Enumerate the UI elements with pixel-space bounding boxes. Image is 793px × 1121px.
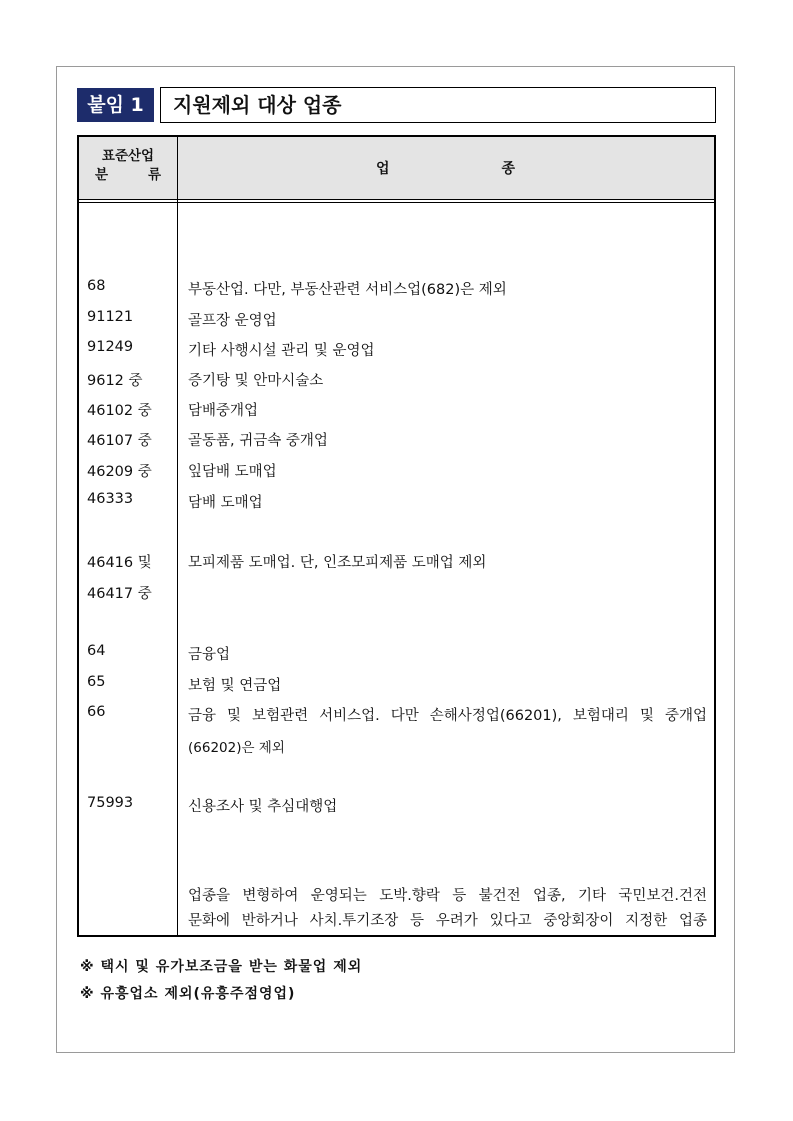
row-industry: 잎담배 도매업: [188, 464, 277, 480]
row-code: 64: [87, 643, 106, 659]
header-code-line2-a: 분: [95, 167, 109, 183]
row-code: 46102 중: [87, 403, 152, 419]
row-industry: 증기탕 및 안마시술소: [188, 373, 324, 389]
header-industry-column: [177, 137, 714, 199]
row-code: 65: [87, 674, 106, 690]
row-industry: 담배 도매업: [188, 495, 263, 511]
row-industry: 기타 사행시설 관리 및 운영업: [188, 343, 375, 359]
row-code: 46107 중: [87, 433, 152, 449]
row-industry: 부동산업. 다만, 부동산관련 서비스업(682)은 제외: [188, 282, 507, 298]
note-taxi-exclusion: ※ 택시 및 유가보조금을 받는 화물업 제외: [80, 959, 363, 975]
row-industry: 보험 및 연금업: [188, 678, 282, 694]
row-code: 75993: [87, 795, 134, 811]
last-row-industry: [188, 884, 707, 934]
header-code-line2-b: 류: [147, 167, 161, 183]
column-divider: [177, 137, 178, 935]
row-industry: (66202)은 제외: [188, 740, 285, 756]
attachment-badge: 붙임 1: [77, 88, 154, 122]
row-industry: 금융업: [188, 647, 231, 663]
excluded-industries-table: [77, 135, 716, 937]
row-code: 9612 중: [87, 373, 143, 389]
row-code: 46209 중: [87, 464, 152, 480]
header-code-line1: 표준산업: [101, 148, 155, 164]
page-title: 지원제외 대상 업종: [173, 93, 342, 117]
row-code: 68: [87, 278, 106, 294]
header-double-rule: [79, 202, 714, 203]
header-industry-b: 종: [501, 161, 516, 177]
row-industry: 신용조사 및 추심대행업: [188, 799, 338, 815]
note-entertainment-exclusion: ※ 유흥업소 제외(유흥주점영업): [80, 986, 296, 1002]
row-code: 46333: [87, 491, 134, 507]
row-industry: 골동품, 귀금속 중개업: [188, 433, 328, 449]
title-box: [160, 87, 716, 123]
row-code: 46417 중: [87, 586, 152, 602]
last-row-line2: 문화에 반하거나 사치.투기조장 등 우려가 있다고 중앙회장이 지정한 업종: [188, 913, 707, 929]
header-industry-a: 업: [375, 161, 390, 177]
last-row-line1: 업종을 변형하여 운영되는 도박.향락 등 불건전 업종, 기타 국민보건.건전: [188, 888, 707, 904]
row-code: 66: [87, 704, 106, 720]
header-code-column: [79, 147, 177, 185]
row-industry: 담배중개업: [188, 403, 259, 419]
row-code: 91121: [87, 309, 134, 325]
row-industry: 금융 및 보험관련 서비스업. 다만 손해사정업(66201), 보험대리 및 중개업: [188, 708, 707, 724]
row-industry: 골프장 운영업: [188, 313, 277, 329]
last-row-clipped: [177, 884, 714, 935]
row-code: 46416 및: [87, 555, 152, 571]
row-industry: 모피제품 도매업. 단, 인조모피제품 도매업 제외: [188, 555, 487, 571]
row-code: 91249: [87, 339, 134, 355]
header-code-line2: [79, 166, 177, 185]
